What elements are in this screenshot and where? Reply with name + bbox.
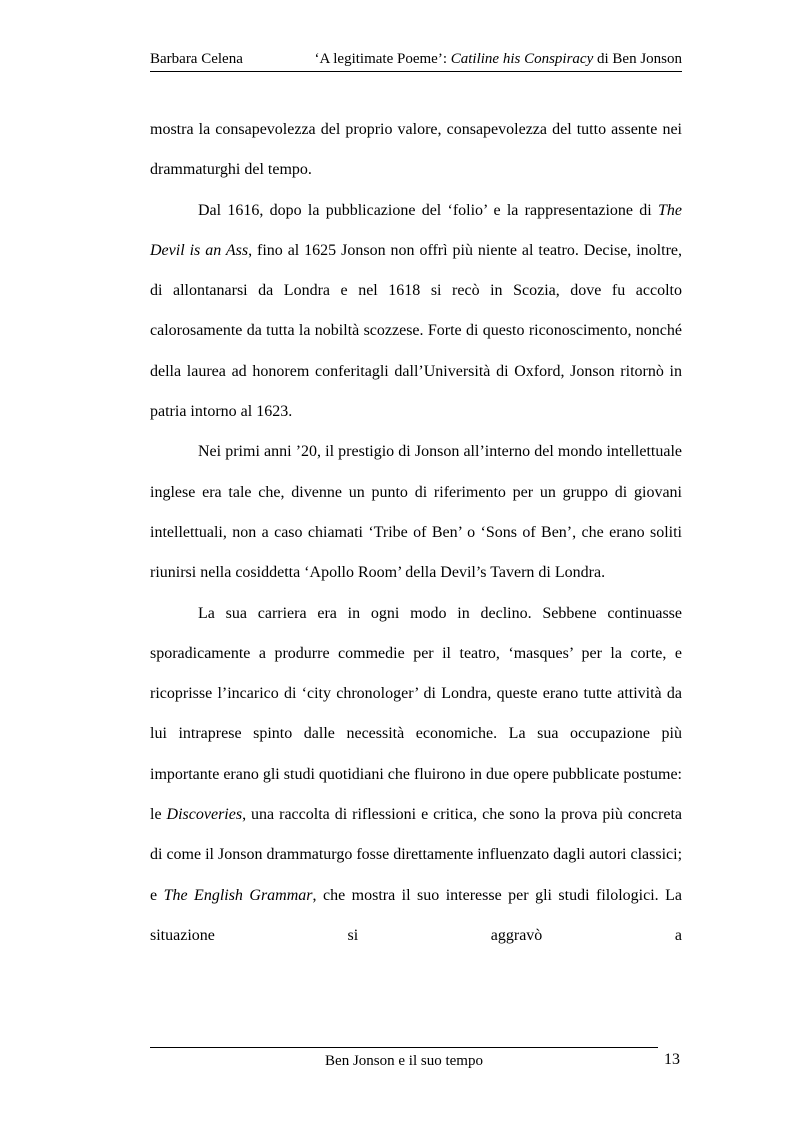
header-title [315, 49, 682, 69]
header-title-italic: Catiline his Conspiracy [450, 51, 594, 67]
header-title-suffix: di Ben Jonson [593, 51, 682, 67]
paragraph-4-text-b: , una raccolta di riflessioni e critica, che sono la prova più concreta di come il Jonson drammaturgo fosse direttamente influenzato dagli autori classici; e [150, 806, 683, 904]
running-header [150, 49, 682, 72]
paragraph-4-italic-2: The English Grammar [163, 886, 313, 904]
paragraph-4-text-c: , che mostra il suo interesse per gli studi filologici. La situazione si aggravò a [150, 886, 683, 944]
footer-text: Ben Jonson e il suo tempo [325, 1053, 483, 1069]
header-title-prefix: ‘A legitimate Poeme’: [314, 51, 451, 67]
paragraph-2-text-a: Dal 1616, dopo la pubblicazione del ‘folio’ e la rappresentazione di [198, 201, 658, 219]
paragraph-4-italic-1: Discoveries [166, 806, 243, 824]
body-text [150, 110, 682, 956]
paragraph-4-text-a: La sua carriera era in ogni modo in declino. Sebbene continuasse sporadicamente a produrre commedie per il teatro, ‘masques’ per la corte, e ricoprisse l’incarico di ‘city chronologer’ di Londra, queste erano tutte attività da lui intraprese spinto dalle necessità economiche. La sua occupazione più importante erano gli studi quotidiani che fluirono in due opere pubblicate postume: le [150, 604, 682, 824]
page-number: 13 [664, 1051, 680, 1068]
footer-rule [150, 1047, 658, 1048]
paragraph-4 [150, 594, 682, 957]
paragraph-3: Nei primi anni ’20, il prestigio di Jonson all’interno del mondo intellettuale inglese era tale che, divenne un punto di riferimento per un gruppo di giovani intellettuali, non a caso chiamati ‘Tribe of Ben’ o ‘Sons of Ben’, che erano soliti riunirsi nella cosiddetta ‘Apollo Room’ della Devil’s Tavern di Londra. [150, 443, 682, 582]
header-author: Barbara Celena [150, 51, 243, 67]
paragraph-2-text-b: , fino al 1625 Jonson non offrì più niente al teatro. Decise, inoltre, di allontanarsi da Londra e nel 1618 si recò in Scozia, dove fu accolto calorosamente da tutta la nobiltà scozzese. Forte di questo riconoscimento, nonché della laurea ad honorem conferitagli dall’Università di Oxford, Jonson ritornò in patria intorno al 1623. [150, 241, 682, 421]
paragraph-2-italic: The Devil is an Ass [150, 201, 682, 259]
paragraph-1: mostra la consapevolezza del proprio valore, consapevolezza del tutto assente nei drammaturghi del tempo. [150, 121, 682, 179]
paragraph-2 [150, 191, 682, 433]
